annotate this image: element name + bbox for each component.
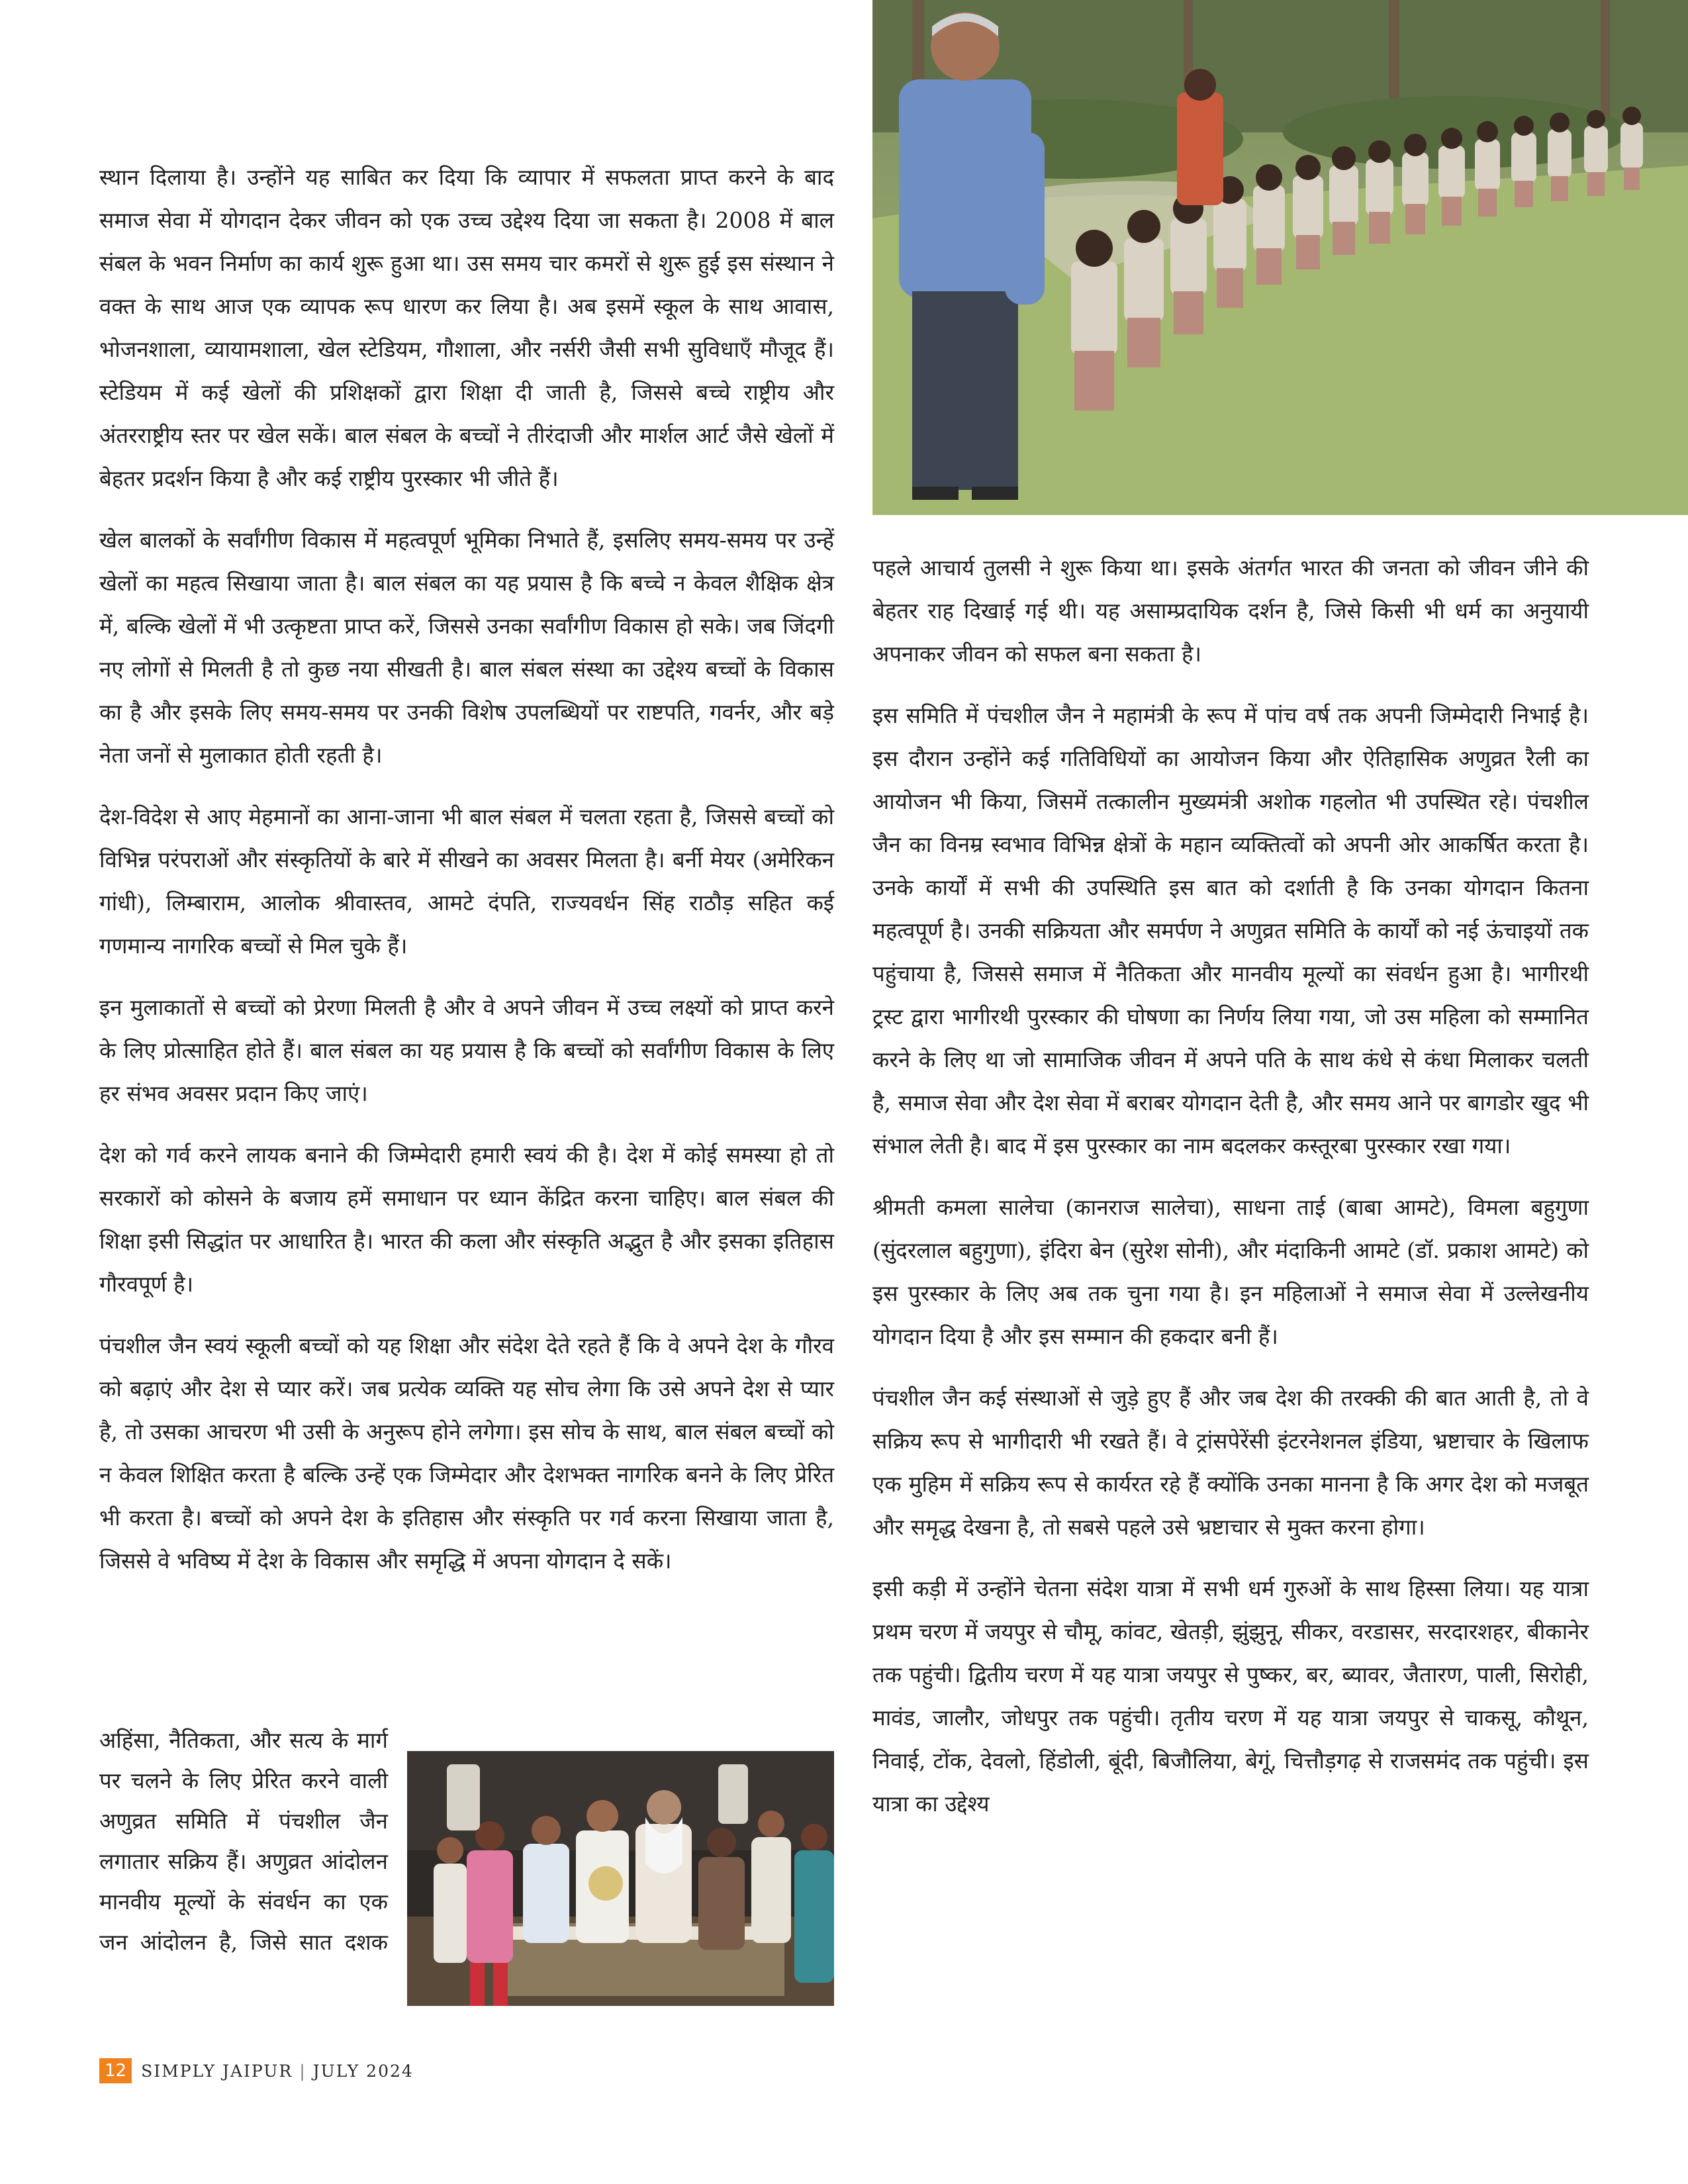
photo-children-line-park-icon	[872, 0, 1688, 515]
footer-separator: |	[299, 2061, 306, 2081]
page-number: 12	[99, 2058, 132, 2083]
right-column	[872, 546, 1589, 1844]
photo-award-ceremony-icon	[407, 1751, 834, 2006]
left-column	[99, 156, 834, 1601]
left-wrap-paragraph: अहिंसा, नैतिकता, और सत्य के मार्ग पर चलने के लिए प्रेरित करने वाली अणुव्रत समिति में पंचशील जैन लगातार सक्रिय हैं। अणुव्रत आंदोलन मानवीय मूल्यों के संवर्धन का एक जन आंदोलन है, जिसे सात दशक	[99, 1727, 388, 1955]
page-footer	[99, 2056, 414, 2085]
right-paragraph-4: पंचशील जैन कई संस्थाओं से जुड़े हुए हैं और जब देश की तरक्की की बात आती है, तो वे सक्रिय रूप से भागीदारी भी रखते हैं। वे ट्रांसपेरेंसी इंटरनेशनल इंडिया, भ्रष्टाचार के खिलाफ एक मुहिम में सक्रिय रूप से कार्यरत रहे हैं क्योंकि उनका मानना है कि अगर देश को मजबूत और समृद्ध देखना है, तो सबसे पहले उसे भ्रष्टाचार से मुक्त करना होगा।	[872, 1385, 1589, 1540]
photo-children-line-park	[872, 0, 1688, 515]
magazine-name: SIMPLY JAIPUR	[141, 2061, 293, 2081]
left-paragraph-3: देश-विदेश से आए मेहमानों का आना-जाना भी बाल संबल में चलता रहता है, जिससे बच्चों को विभिन्न परंपराओं और संस्कृतियों के बारे में सीखने का अवसर मिलता है। बर्नी मेयर (अमेरिकन गांधी), लिम्बाराम, आलोक श्रीवास्तव, आमटे दंपति, राज्यवर्धन सिंह राठौड़ सहित कई गणमान्य नागरिक बच्चों से मिल चुके हैं।	[99, 804, 834, 959]
right-paragraph-3: श्रीमती कमला सालेचा (कानराज सालेचा), साधना ताई (बाबा आमटे), विमला बहुगुणा (सुंदरलाल बहुगुणा), इंदिरा बेन (सुरेश सोनी), और मंदाकिनी आमटे (डॉ. प्रकाश आमटे) को इस पुरस्कार के लिए अब तक चुना गया है। इन महिलाओं ने समाज सेवा में उल्लेखनीय योगदान दिया है और इस सम्मान की हकदार बनी हैं।	[872, 1194, 1589, 1349]
issue-date: JULY 2024	[312, 2061, 414, 2081]
left-paragraph-4: इन मुलाकातों से बच्चों को प्रेरणा मिलती है और वे अपने जीवन में उच्च लक्ष्यों को प्राप्त करने के लिए प्रोत्साहित होते हैं। बाल संबल का यह प्रयास है कि बच्चों को सर्वांगीण विकास के लिए हर संभव अवसर प्रदान किए जाएं।	[99, 994, 834, 1106]
left-paragraph-2: खेल बालकों के सर्वांगीण विकास में महत्वपूर्ण भूमिका निभाते हैं, इसलिए समय-समय पर उन्हें खेलों का महत्व सिखाया जाता है। बाल संबल का यह प्रयास है कि बच्चे न केवल शैक्षिक क्षेत्र में, बल्कि खेलों में भी उत्कृष्टता प्राप्त करें, जिससे उनका सर्वांगीण विकास हो सके। जब जिंदगी नए लोगों से मिलती है तो कुछ नया सीखती है। बाल संबल संस्था का उद्देश्य बच्चों के विकास का है और इसके लिए समय-समय पर उनकी विशेष उपलब्धियों पर राष्टपति, गवर्नर, और बड़े नेता जनों से मुलाकात होती रहती है।	[99, 527, 834, 768]
right-paragraph-1: पहले आचार्य तुलसी ने शुरू किया था। इसके अंतर्गत भारत की जनता को जीवन जीने की बेहतर राह दिखाई गई थी। यह असाम्प्रदायिक दर्शन है, जिसे किसी भी धर्म का अनुयायी अपनाकर जीवन को सफल बना सकता है।	[872, 555, 1589, 667]
left-paragraph-1: स्थान दिलाया है। उन्होंने यह साबित कर दिया कि व्यापार में सफलता प्राप्त करने के बाद समाज सेवा में योगदान देकर जीवन को एक उच्च उद्देश्य दिया जा सकता है। 2008 में बाल संबल के भवन निर्माण का कार्य शुरू हुआ था। उस समय चार कमरों से शुरू हुई इस संस्थान ने वक्त के साथ आज एक व्यापक रूप धारण कर लिया है। अब इसमें स्कूल के साथ आवास, भोजनशाला, व्यायामशाला, खेल स्टेडियम, गौशाला, और नर्सरी जैसी सभी सुविधाएँ मौजूद हैं। स्टेडियम में कई खेलों की प्रशिक्षकों द्वारा शिक्षा दी जाती है, जिससे बच्चे राष्ट्रीय और अंतरराष्ट्रीय स्तर पर खेल सकें। बाल संबल के बच्चों ने तीरंदाजी और मार्शल आर्ट जैसे खेलों में बेहतर प्रदर्शन किया है और कई राष्ट्रीय पुरस्कार भी जीते हैं।	[99, 164, 834, 491]
right-paragraph-2: इस समिति में पंचशील जैन ने महामंत्री के रूप में पांच वर्ष तक अपनी जिम्मेदारी निभाई है। इस दौरान उन्होंने कई गतिविधियों का आयोजन किया और ऐतिहासिक अणुव्रत रैली का आयोजन भी किया, जिसमें तत्कालीन मुख्यमंत्री अशोक गहलोत भी उपस्थित रहे। पंचशील जैन का विनम्र स्वभाव विभिन्न क्षेत्रों के महान व्यक्तित्वों को अपनी ओर आकर्षित करता है। उनके कार्यों में सभी की उपस्थिति इस बात को दर्शाती है कि उनका योगदान कितना महत्वपूर्ण है। उनकी सक्रियता और समर्पण ने अणुव्रत समिति के कार्यों को नई ऊंचाइयों तक पहुंचाया है, जिससे समाज में नैतिकता और मानवीय मूल्यों का संवर्धन हुआ है। भागीरथी ट्रस्ट द्वारा भागीरथी पुरस्कार की घोषणा का निर्णय लिया गया, जो उस महिला को सम्मानित करने के लिए था जो सामाजिक जीवन में अपने पति के साथ कंधे से कंधा मिलाकर चलती है, समाज सेवा और देश सेवा में बराबर योगदान देती है, और समय आने पर बागडोर खुद भी संभाल लेती है। बाद में इस पुरस्कार का नाम बदलकर कस्तूरबा पुरस्कार रखा गया।	[872, 702, 1589, 1159]
left-paragraph-6: पंचशील जैन स्वयं स्कूली बच्चों को यह शिक्षा और संदेश देते रहते हैं कि वे अपने देश के गौरव को बढ़ाएं और देश से प्यार करें। जब प्रत्येक व्यक्ति यह सोच लेगा कि उसे अपने देश से प्यार है, तो उसका आचरण भी उसी के अनुरूप होने लगेगा। इस सोच के साथ, बाल संबल बच्चों को न केवल शिक्षित करता है बल्कि उन्हें एक जिम्मेदार और देशभक्त नागरिक बनने के लिए प्रेरित भी करता है। बच्चों को अपने देश के इतिहास और संस्कृति पर गर्व करना सिखाया जाता है, जिससे वे भविष्य में देश के विकास और समृद्धि में अपना योगदान दे सकें।	[99, 1333, 834, 1574]
left-paragraph-5: देश को गर्व करने लायक बनाने की जिम्मेदारी हमारी स्वयं की है। देश में कोई समस्या हो तो सरकारों को कोसने के बजाय हमें समाधान पर ध्यान केंद्रित करना चाहिए। बाल संबल की शिक्षा इसी सिद्धांत पर आधारित है। भारत की कला और संस्कृति अद्भुत है और इसका इतिहास गौरवपूर्ण है।	[99, 1142, 834, 1297]
photo-award-ceremony	[407, 1751, 834, 2006]
right-paragraph-5: इसी कड़ी में उन्होंने चेतना संदेश यात्रा में सभी धर्म गुरुओं के साथ हिस्सा लिया। यह यात्रा प्रथम चरण में जयपुर से चौमू, कांवट, खेतड़ी, झुंझुनू, सीकर, वरडासर, सरदारशहर, बीकानेर तक पहुंची। द्वितीय चरण में यह यात्रा जयपुर से पुष्कर, बर, ब्यावर, जैतारण, पाली, सिरोही, मावंड, जालौर, जोधपुर तक पहुंची। तृतीय चरण में यह यात्रा जयपुर से चाकसू, कौथून, निवाई, टोंक, देवलो, हिंडोली, बूंदी, बिजौलिया, बेगूं, चित्तौड़गढ़ से राजसमंद तक पहुंची। इस यात्रा का उद्देश्य	[872, 1576, 1589, 1817]
